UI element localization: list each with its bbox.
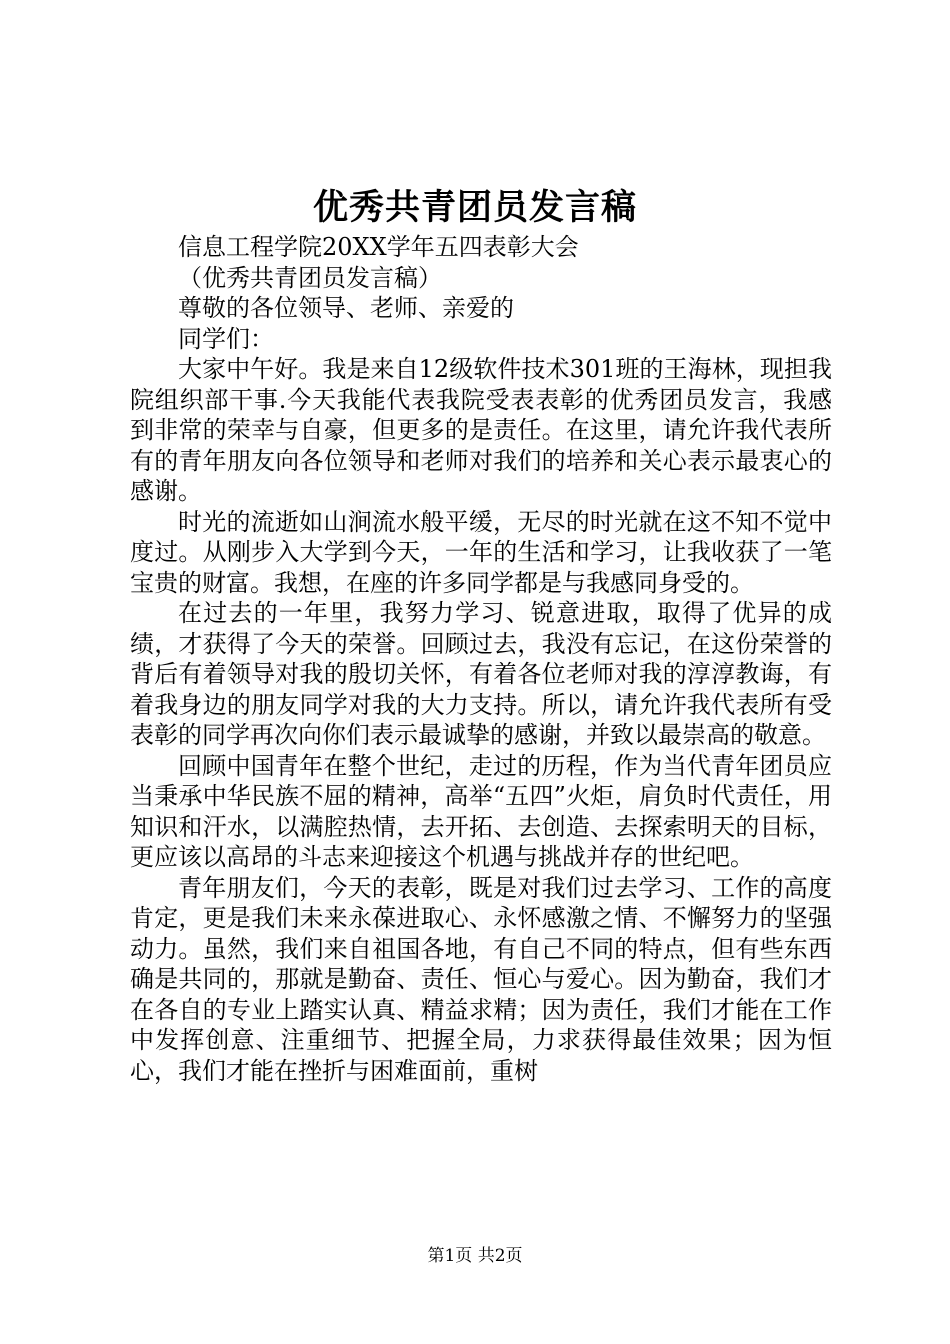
salutation-line: 尊敬的各位领导、老师、亲爱的: [178, 294, 514, 322]
subtitle-line: 信息工程学院20XX学年五四表彰大会: [178, 233, 579, 261]
body-paragraph: 大家中午好。我是来自12级软件技术301班的王海林，现担我院组织部干事.今天我能代表我院受表表彰的优秀团员发言，我感到非常的荣幸与自豪，但更多的是责任。在这里，请允许我代表所有的青年朋友向各位领导和老师对我们的培养和关心表示最衷心的感谢。: [130, 355, 832, 505]
document-title: 优秀共青团员发言稿: [312, 187, 637, 228]
body-paragraph: 青年朋友们，今天的表彰，既是对我们过去学习、工作的高度肯定，更是我们未来永葆进取心、永怀感激之情、不懈努力的坚强动力。虽然，我们来自祖国各地，有自己不同的特点，但有些东西确是共同的，那就是勤奋、责任、恒心与爱心。因为勤奋，我们才在各自的专业上踏实认真、精益求精；因为责任，我们才能在工作中发挥创意、注重细节、把握全局，力求获得最佳效果；因为恒心，我们才能在挫折与困难面前，重树: [130, 873, 832, 1085]
salutation-line: 同学们：: [178, 324, 274, 353]
subtitle-note: （优秀共青团员发言稿）: [178, 263, 442, 292]
body-paragraph: 回顾中国青年在整个世纪，走过的历程，作为当代青年团员应当秉承中华民族不屈的精神，高举“五四”火炬，肩负时代责任，用知识和汗水，以满腔热情，去开拓、去创造、去探索明天的目标，更应该以高昂的斗志来迎接这个机遇与挑战并存的世纪吧。: [130, 751, 832, 871]
page-footer: [0, 1244, 950, 1268]
body-paragraph: 时光的流逝如山涧流水般平缓，无尽的时光就在这不知不觉中度过。从刚步入大学到今天，一年的生活和学习，让我收获了一笔宝贵的财富。我想，在座的许多同学都是与我感同身受的。: [130, 507, 832, 597]
page-indicator: 第1页 共2页: [427, 1246, 523, 1266]
body-paragraph: 在过去的一年里，我努力学习、锐意进取，取得了优异的成绩，才获得了今天的荣誉。回顾过去，我没有忘记，在这份荣誉的背后有着领导对我的殷切关怀，有着各位老师对我的淳淳教诲，有着我身边的朋友同学对我的大力支持。所以，请允许我代表所有受表彰的同学再次向你们表示最诚挚的感谢，并致以最崇高的敬意。: [130, 599, 832, 749]
document-body: [130, 232, 832, 1086]
